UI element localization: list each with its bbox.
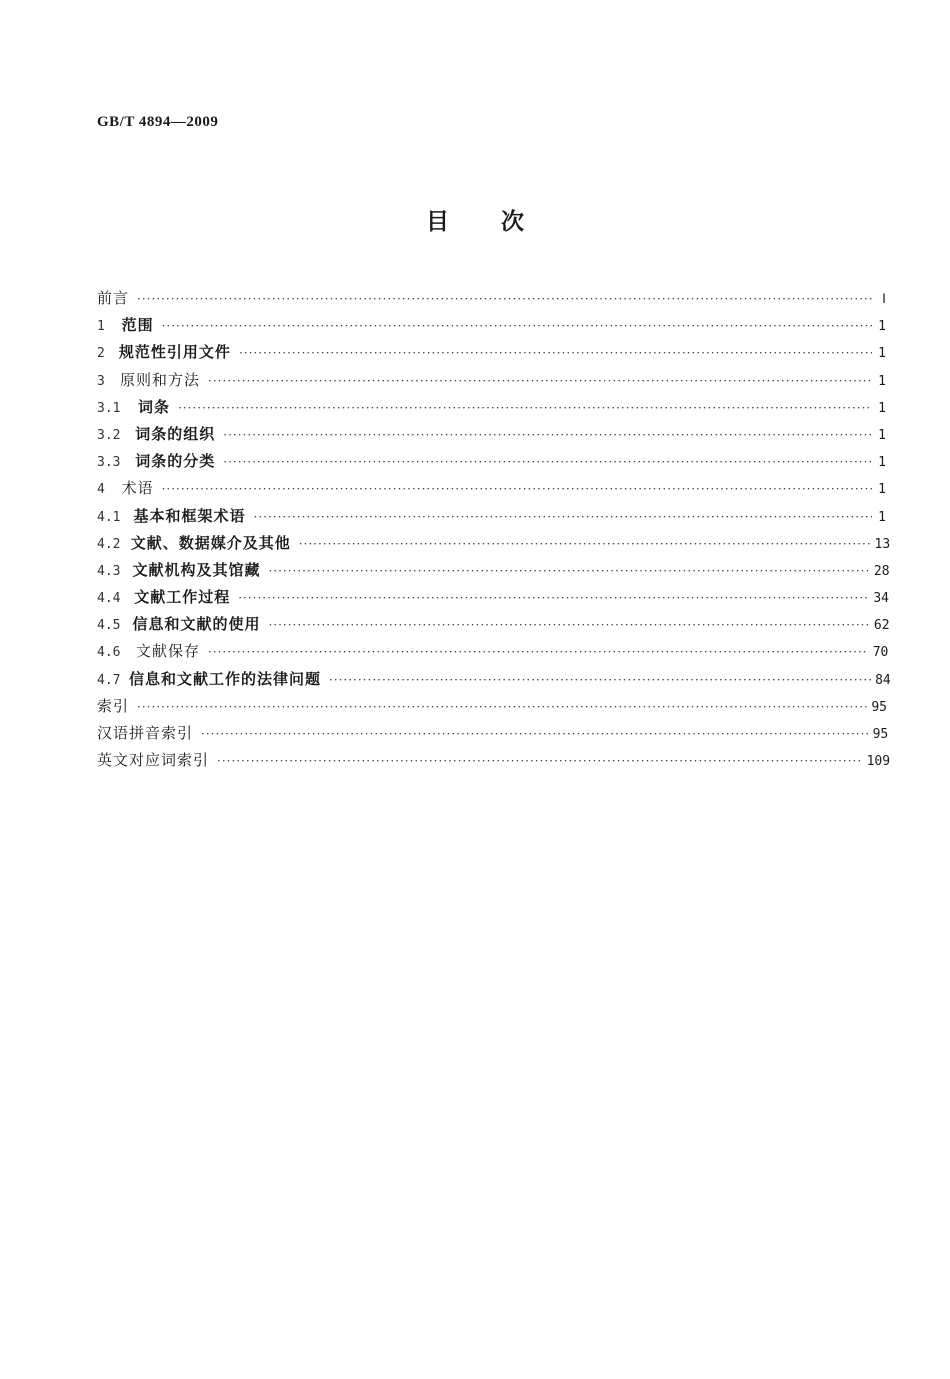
dot-leader: [208, 639, 869, 666]
toc-entry-2[interactable]: [97, 339, 886, 366]
toc-entry-number: 4: [97, 482, 105, 498]
dot-leader: [162, 476, 872, 503]
toc-entry-label: 文献保存: [135, 642, 200, 661]
toc-entry-page: 1: [878, 373, 886, 389]
toc-entry-label: 汉语拼音索引: [97, 724, 194, 742]
dot-leader: [137, 286, 872, 313]
dot-leader: [162, 313, 872, 340]
toc-entry-4-1[interactable]: [97, 503, 886, 530]
toc-entry-page: 13: [874, 536, 891, 552]
toc-entry-page: 95: [871, 699, 887, 715]
toc-entry-label: 基本和框架术语: [133, 506, 246, 525]
toc-entry-number: 4.2: [97, 536, 121, 552]
toc-entry-label: 术语: [121, 479, 154, 498]
toc-entry-3[interactable]: [97, 367, 886, 394]
toc-entry-3-2[interactable]: [97, 421, 886, 448]
toc-entry-number: 3: [97, 373, 105, 389]
toc-entry-number: 3.1: [97, 400, 121, 416]
toc-entry-label: 英文对应词索引: [97, 751, 210, 770]
toc-entry-label: 文献工作过程: [134, 588, 231, 607]
toc-entry-3-3[interactable]: [97, 448, 886, 475]
toc-entry-index[interactable]: [97, 693, 886, 720]
toc-entry-4-3[interactable]: [97, 557, 890, 584]
dot-leader: [238, 585, 869, 612]
toc-entry-label: 信息和文献工作的法律问题: [128, 669, 321, 688]
toc-entry-4-4[interactable]: [97, 584, 889, 611]
toc-entry-4[interactable]: [97, 475, 886, 502]
toc-entry-number: 4.7: [97, 672, 121, 688]
toc-entry-pinyin-index[interactable]: [97, 720, 889, 747]
toc-entry-label: 信息和文献的使用: [132, 615, 261, 634]
toc-entry-page: 62: [873, 618, 890, 634]
toc-entry-4-5[interactable]: [97, 611, 890, 638]
dot-leader: [208, 368, 872, 395]
toc-entry-label: 词条的分类: [135, 452, 216, 471]
toc-entry-number: 4.3: [97, 563, 121, 579]
dot-leader: [178, 395, 872, 422]
table-of-contents: [97, 285, 891, 774]
dot-leader: [217, 748, 863, 775]
toc-entry-page: 109: [866, 754, 891, 770]
toc-entry-1[interactable]: [97, 312, 886, 339]
toc-entry-page: 70: [872, 645, 889, 661]
toc-entry-number: 4.1: [97, 509, 121, 525]
toc-entry-4-7[interactable]: [97, 666, 891, 693]
toc-entry-page: 1: [878, 455, 886, 471]
toc-entry-label: 规范性引用文件: [118, 343, 231, 362]
toc-entry-number: 4.4: [97, 591, 121, 607]
toc-entry-page: 1: [878, 427, 886, 443]
toc-entry-number: 3.2: [97, 427, 121, 443]
toc-entry-4-6[interactable]: [97, 638, 889, 665]
dot-leader: [223, 422, 872, 449]
toc-entry-number: 3.3: [97, 455, 121, 471]
toc-entry-label: 索引: [97, 696, 130, 715]
toc-entry-label: 词条的组织: [135, 424, 216, 443]
dot-leader: [329, 667, 871, 694]
toc-entry-number: 2: [97, 346, 105, 362]
dot-leader: [223, 449, 872, 476]
dot-leader: [239, 340, 872, 367]
toc-entry-page: 28: [873, 563, 890, 579]
toc-entry-page: 1: [878, 509, 886, 525]
toc-entry-label: 词条: [137, 397, 170, 416]
toc-title: 目次: [426, 209, 576, 235]
toc-entry-label: 文献、数据媒介及其他: [130, 533, 291, 552]
document-code: GB/T 4894—2009: [97, 114, 219, 130]
toc-entry-label: 原则和方法: [119, 370, 200, 389]
toc-entry-page: 1: [878, 482, 886, 498]
toc-entry-label: 文献机构及其馆藏: [132, 560, 261, 579]
toc-entry-number: 4.6: [97, 645, 121, 661]
toc-entry-page: 34: [873, 591, 889, 607]
dot-leader: [137, 694, 867, 721]
dot-leader: [268, 558, 869, 585]
toc-entry-label: 前言: [97, 289, 130, 307]
toc-entry-4-2[interactable]: [97, 530, 891, 557]
toc-entry-page: 1: [878, 346, 886, 362]
toc-entry-page: Ⅰ: [882, 292, 886, 307]
toc-entry-number: 4.5: [97, 618, 121, 634]
toc-entry-number: 1: [97, 319, 105, 335]
toc-entry-page: 1: [878, 400, 886, 416]
toc-entry-preface[interactable]: [97, 285, 886, 312]
dot-leader: [299, 531, 871, 558]
toc-entry-page: 1: [878, 319, 886, 335]
dot-leader: [201, 721, 869, 748]
toc-entry-english-index[interactable]: [97, 747, 891, 774]
toc-entry-page: 84: [875, 672, 891, 688]
dot-leader: [268, 612, 869, 639]
dot-leader: [254, 504, 873, 531]
toc-entry-label: 范围: [121, 316, 154, 335]
toc-entry-3-1[interactable]: [97, 394, 886, 421]
toc-entry-page: 95: [872, 727, 889, 742]
